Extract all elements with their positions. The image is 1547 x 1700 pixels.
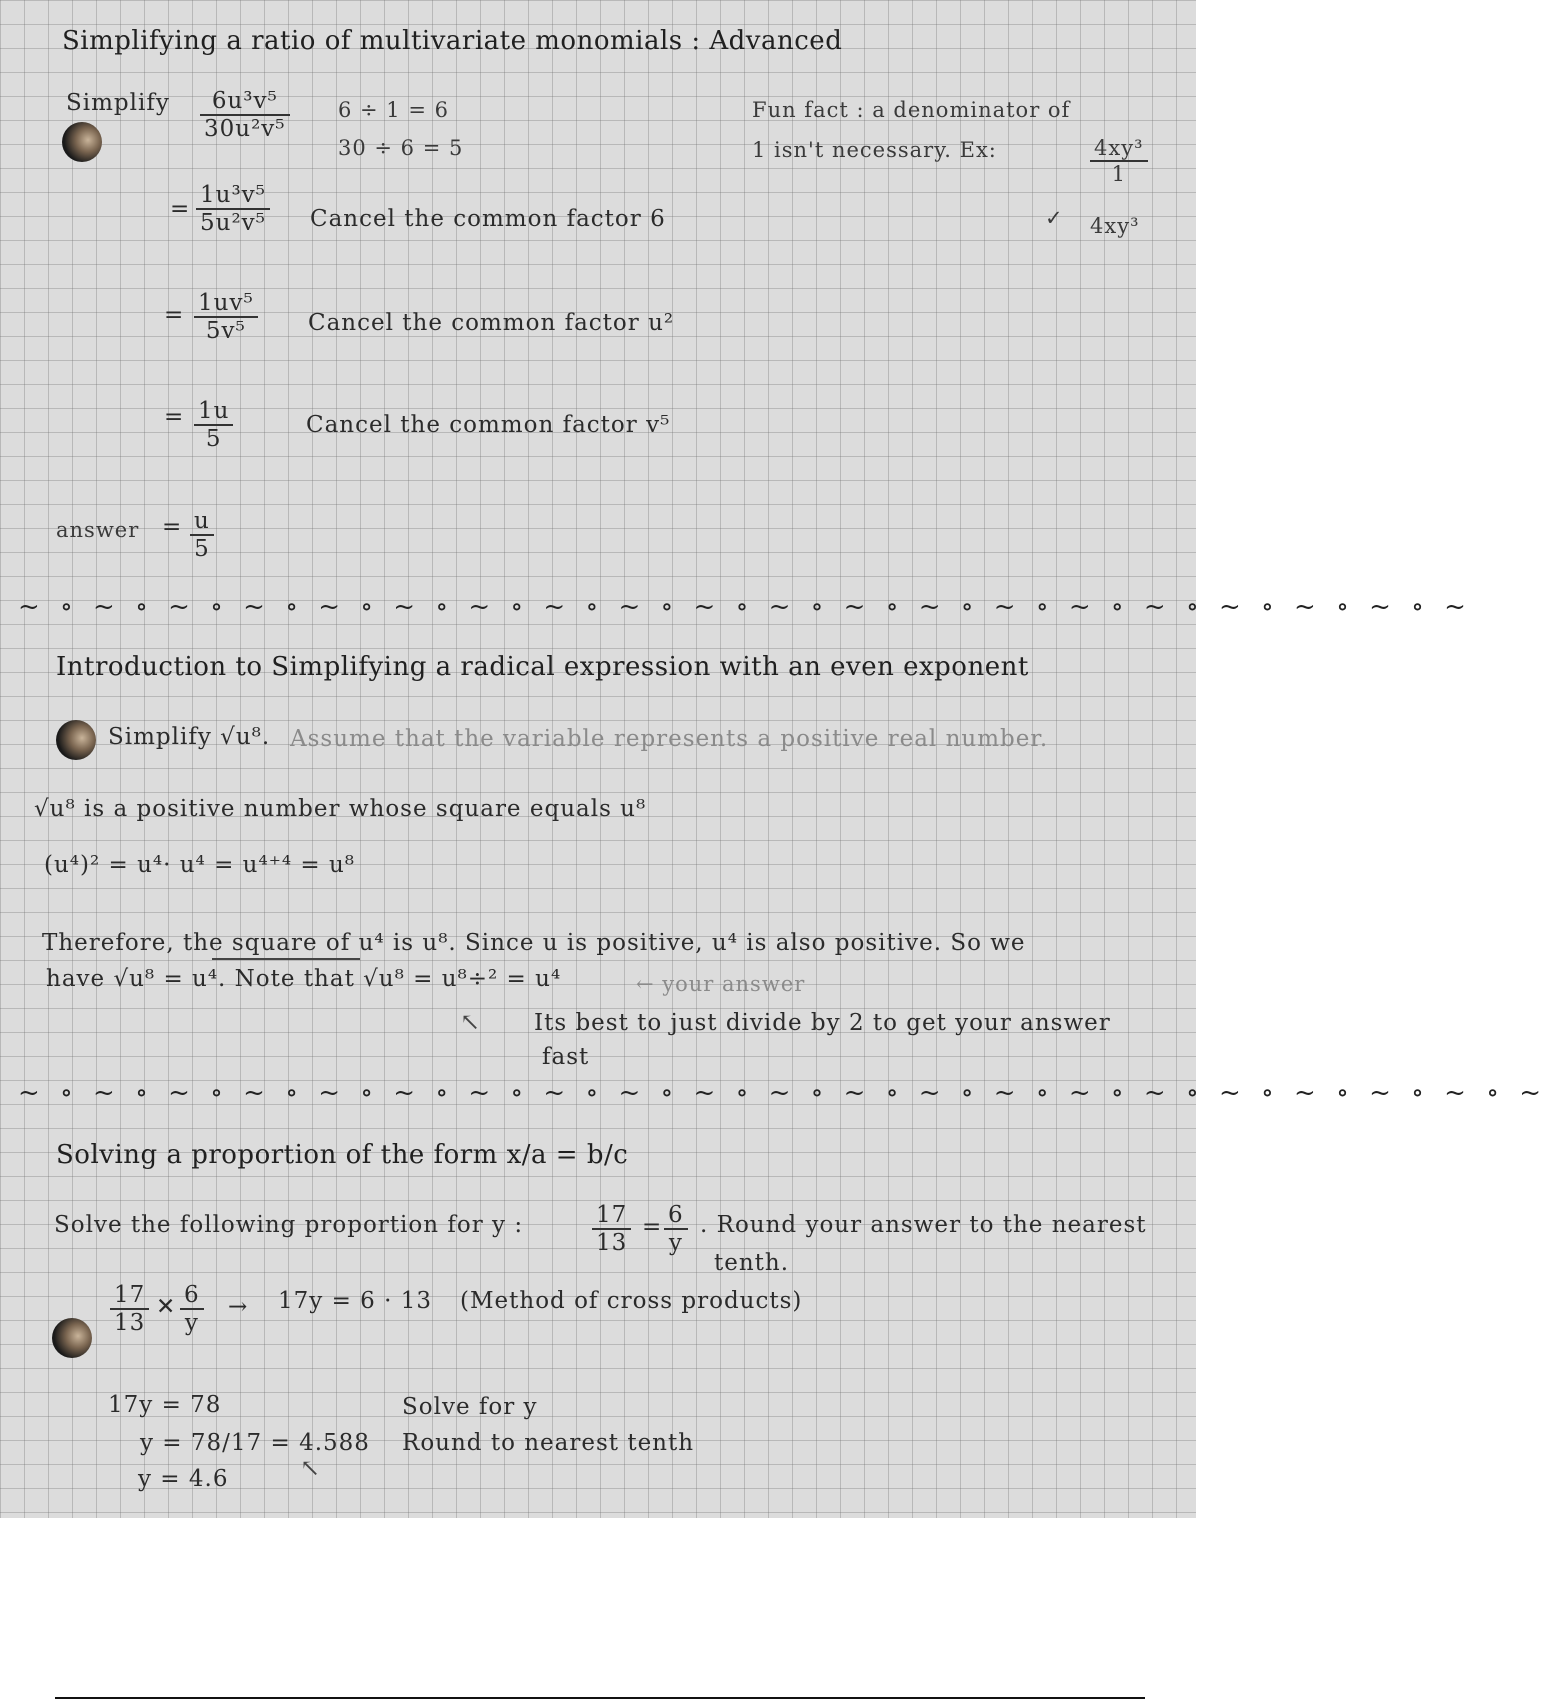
- cross-product-equation: 17y = 6 · 13: [278, 1288, 432, 1314]
- answer-label: answer: [56, 518, 140, 542]
- section-title-radical: Introduction to Simplifying a radical expression with an even exponent: [56, 652, 1029, 682]
- simplify-label: Simplify: [66, 90, 170, 116]
- solve-step-1: 17y = 78: [108, 1392, 222, 1418]
- arrow-icon: ↖: [300, 1454, 321, 1482]
- equals-sign: =: [164, 302, 185, 328]
- fun-fact-result: 4xy³: [1090, 214, 1140, 238]
- radical-line-4: have √u⁸ = u⁴. Note that √u⁸ = u⁸÷² = u⁴: [46, 966, 562, 992]
- punch-hole: [62, 122, 102, 162]
- equals-sign: =: [162, 514, 183, 540]
- solve-note-2: Round to nearest tenth: [402, 1430, 695, 1456]
- section-title-monomials: Simplifying a ratio of multivariate monomials : Advanced: [62, 26, 843, 56]
- proportion-left: $\frac{17}{13}$: [592, 1202, 631, 1256]
- equals-sign: =: [642, 1214, 663, 1240]
- expression-step-1: $\frac{\text{1u³v⁵}}{\text{5u²v⁵}}$: [196, 182, 270, 236]
- equals-sign: =: [170, 196, 191, 222]
- cross-product-note: (Method of cross products): [460, 1288, 803, 1314]
- section-title-proportion: Solving a proportion of the form x/a = b/c: [56, 1140, 629, 1170]
- fun-fact-line-2: 1 isn't necessary. Ex:: [752, 138, 997, 162]
- final-answer: $\frac{u}{5}$: [190, 508, 214, 562]
- punch-hole: [52, 1318, 92, 1358]
- your-answer-note: ← your answer: [636, 972, 806, 996]
- side-calc-denominator: 30 ÷ 6 = 5: [338, 136, 464, 160]
- radical-line-1: √u⁸ is a positive number whose square equals u⁸: [34, 796, 647, 822]
- expression-original: $\frac{\text{6u³v⁵}}{\text{30u²v⁵}}$: [200, 88, 290, 142]
- check-mark-icon: ✓: [1045, 206, 1064, 230]
- cross-multiply-left: $\frac{17}{13}$: [110, 1282, 149, 1336]
- solve-step-2: y = 78/17 = 4.588: [140, 1430, 370, 1456]
- cross-multiply-right: $\frac{6}{y}$: [180, 1282, 204, 1336]
- radical-line-3: Therefore, the square of u⁴ is u⁸. Since u is positive, u⁴ is also positive. So we: [42, 930, 1026, 956]
- tip-line-1: Its best to just divide by 2 to get your answer: [534, 1010, 1111, 1036]
- step-2-note: Cancel the common factor u²: [308, 310, 675, 336]
- fun-fact-line-1: Fun fact : a denominator of: [752, 98, 1071, 122]
- radical-prompt-assumption: Assume that the variable represents a positive real number.: [290, 726, 1049, 752]
- solve-step-3: y = 4.6: [138, 1466, 229, 1492]
- proportion-prompt-tail: tenth.: [714, 1250, 790, 1276]
- radical-line-2: (u⁴)² = u⁴· u⁴ = u⁴⁺⁴ = u⁸: [44, 852, 355, 878]
- equals-sign: =: [164, 404, 185, 430]
- solve-note-1: Solve for y: [402, 1394, 538, 1420]
- cross-icon: ✕: [156, 1294, 177, 1320]
- footer-line: [55, 1697, 1145, 1699]
- tip-line-2: fast: [542, 1044, 590, 1070]
- proportion-prompt-tail: . Round your answer to the nearest: [700, 1212, 1147, 1238]
- side-calc-numerator: 6 ÷ 1 = 6: [338, 98, 449, 122]
- proportion-right: $\frac{6}{y}$: [664, 1202, 688, 1256]
- expression-step-3: $\frac{1u}{5}$: [194, 398, 233, 452]
- arrow-icon: →: [228, 1294, 249, 1320]
- expression-step-2: $\frac{\text{1uv⁵}}{\text{5v⁵}}$: [194, 290, 258, 344]
- proportion-prompt: Solve the following proportion for y :: [54, 1212, 524, 1238]
- step-3-note: Cancel the common factor v⁵: [306, 412, 671, 438]
- step-1-note: Cancel the common factor 6: [310, 206, 666, 232]
- fun-fact-example: $\frac{\text{4xy³}}{1}$: [1090, 136, 1148, 186]
- wavy-divider: ~ ∘ ~ ∘ ~ ∘ ~ ∘ ~ ∘ ~ ∘ ~ ∘ ~ ∘ ~ ∘ ~ ∘ ~ ∘ ~ ∘ ~ ∘ ~ ∘ ~ ∘ ~ ∘ ~ ∘ ~ ∘ ~ ∘ ~ ∘ ~: [18, 1078, 1547, 1108]
- wavy-divider: ~ ∘ ~ ∘ ~ ∘ ~ ∘ ~ ∘ ~ ∘ ~ ∘ ~ ∘ ~ ∘ ~ ∘ ~ ∘ ~ ∘ ~ ∘ ~ ∘ ~ ∘ ~ ∘ ~ ∘ ~ ∘ ~ ∘ ~: [18, 592, 1472, 622]
- radical-prompt: Simplify √u⁸.: [108, 724, 271, 750]
- underline: [212, 958, 360, 960]
- punch-hole: [56, 720, 96, 760]
- arrow-icon: ↖: [460, 1008, 481, 1036]
